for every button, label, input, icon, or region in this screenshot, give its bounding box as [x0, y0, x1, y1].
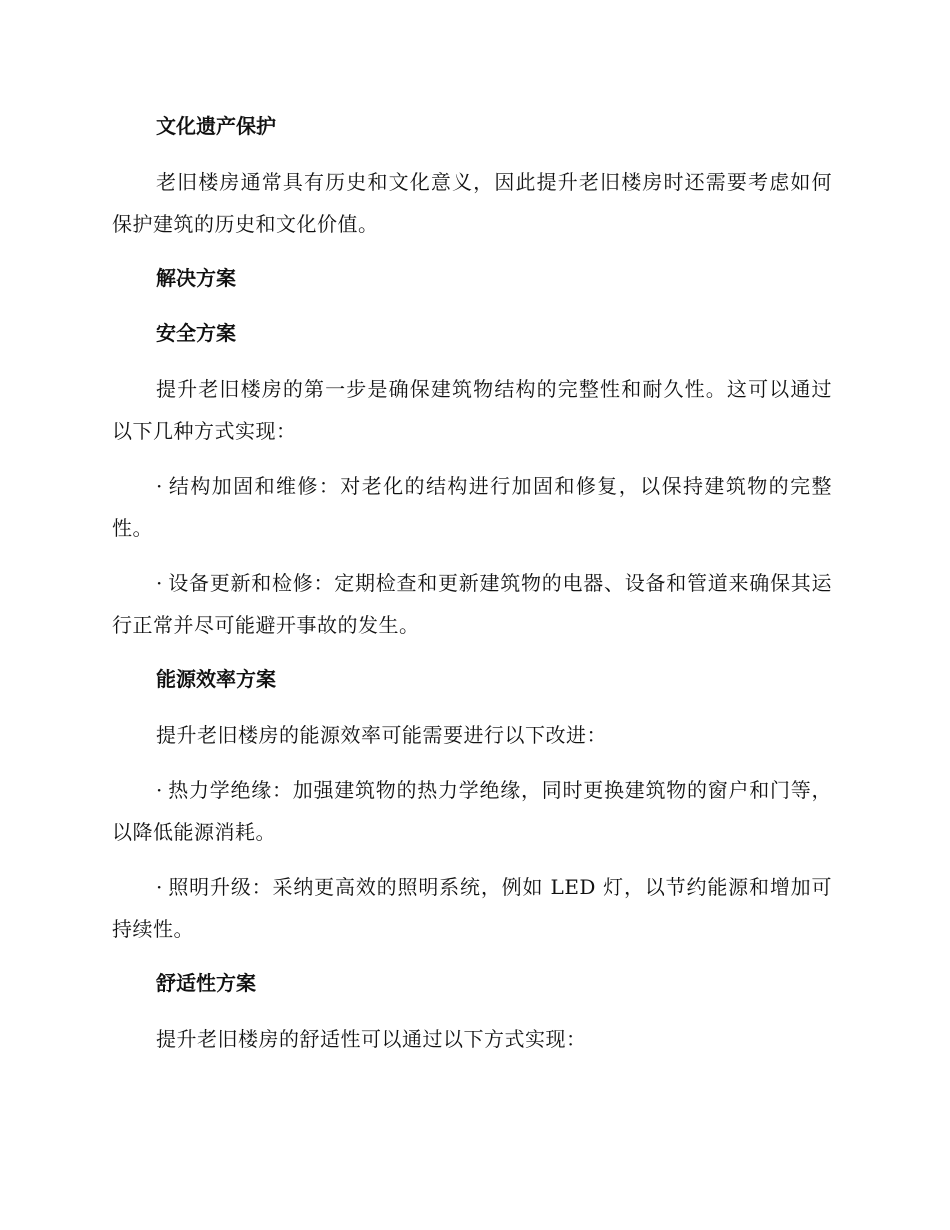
- solutions-heading: 解决方案: [156, 266, 236, 290]
- energy-bullet-1: [112, 769, 832, 853]
- bullet-dot-icon: ·: [156, 875, 163, 899]
- safety-heading: 安全方案: [156, 321, 236, 345]
- safety-bullet-1-text: 结构加固和维修：对老化的结构进行加固和修复，以保持建筑物的完整性。: [112, 474, 832, 540]
- heritage-paragraph: 老旧楼房通常具有历史和文化意义，因此提升老旧楼房时还需要考虑如何保护建筑的历史和文化价值。: [112, 170, 832, 236]
- safety-bullet-1: [112, 465, 832, 549]
- bullet-dot-icon: ·: [156, 571, 163, 595]
- comfort-intro-paragraph: 提升老旧楼房的舒适性可以通过以下方式实现：: [156, 1027, 587, 1051]
- energy-intro-paragraph: 提升老旧楼房的能源效率可能需要进行以下改进：: [156, 723, 607, 747]
- energy-bullet-2: [112, 866, 832, 950]
- bullet-dot-icon: ·: [156, 474, 163, 498]
- energy-heading: 能源效率方案: [156, 667, 276, 691]
- safety-bullet-2-text: 设备更新和检修：定期检查和更新建筑物的电器、设备和管道来确保其运行正常并尽可能避开事故的发生。: [112, 571, 832, 637]
- safety-intro-paragraph: 提升老旧楼房的第一步是确保建筑物结构的完整性和耐久性。这可以通过以下几种方式实现：: [112, 377, 832, 443]
- heritage-heading: 文化遗产保护: [156, 114, 276, 138]
- safety-bullet-2: [112, 562, 832, 646]
- bullet-dot-icon: ·: [156, 778, 163, 802]
- comfort-heading: 舒适性方案: [156, 971, 256, 995]
- document-page: [112, 106, 832, 1073]
- energy-bullet-1-text: 热力学绝缘：加强建筑物的热力学绝缘，同时更换建筑物的窗户和门等，以降低能源消耗。: [112, 778, 832, 844]
- energy-bullet-2-text: 照明升级：采纳更高效的照明系统，例如 LED 灯，以节约能源和增加可持续性。: [112, 875, 832, 941]
